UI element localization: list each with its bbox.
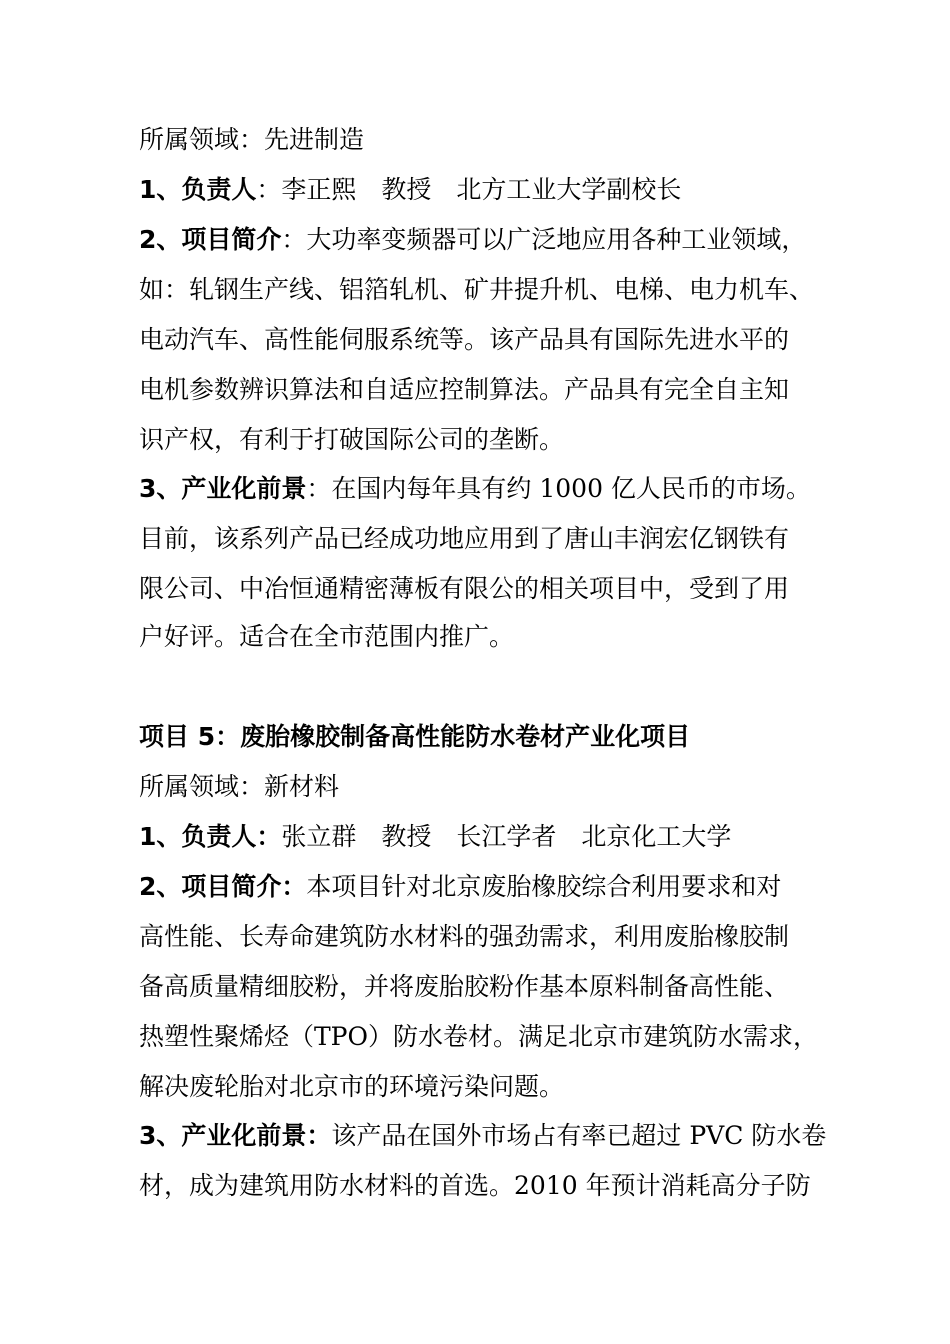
- project4-intro-line-4: 电机参数辨识算法和自适应控制算法。产品具有完全自主知: [139, 375, 790, 404]
- project5-field: 所属领域：新材料: [139, 772, 340, 801]
- project5-leader: [139, 822, 829, 852]
- project5-prospect-line-1: [139, 1121, 829, 1151]
- project4-intro-label: 2、项目简介: [139, 225, 282, 254]
- project4-prospect-line-3: 限公司、中冶恒通精密薄板有限公的相关项目中，受到了用: [139, 574, 790, 603]
- project5-prospect-text: 该产品在国外市场占有率已超过 PVC 防水卷: [331, 1121, 827, 1150]
- project5-intro-text: 本项目针对北京废胎橡胶综合利用要求和对: [306, 872, 782, 901]
- project5-intro-label: 2、项目简介：: [139, 872, 307, 901]
- project4-prospect-line-2: 目前，该系列产品已经成功地应用到了唐山丰润宏亿钢铁有: [139, 524, 790, 553]
- project4-intro-line-5: 识产权，有利于打破国际公司的垄断。: [139, 425, 565, 454]
- project4-prospect-text: ：在国内每年具有约 1000 亿人民币的市场。: [306, 474, 811, 503]
- project4-leader-text: ：李正熙 教授 北方工业大学副校长: [256, 175, 682, 204]
- project4-field: 所属领域：先进制造: [139, 125, 365, 154]
- project5-prospect-line-2: 材，成为建筑用防水材料的首选。2010 年预计消耗高分子防: [139, 1171, 811, 1200]
- project4-intro-text: ：大功率变频器可以广泛地应用各种工业领域，: [281, 225, 807, 254]
- project5-intro-line-2: 高性能、长寿命建筑防水材料的强劲需求，利用废胎橡胶制: [139, 922, 790, 951]
- project5-prospect-label: 3、产业化前景：: [139, 1121, 332, 1150]
- project4-leader: [139, 175, 829, 205]
- project4-prospect-label: 3、产业化前景: [139, 474, 307, 503]
- project4-leader-label: 1、负责人: [139, 175, 257, 204]
- project5-leader-text: 张立群 教授 长江学者 北京化工大学: [281, 822, 732, 851]
- project5-intro-line-1: [139, 872, 829, 902]
- project5-title: 项目 5：废胎橡胶制备高性能防水卷材产业化项目: [139, 722, 691, 751]
- project5-intro-line-5: 解决废轮胎对北京市的环境污染问题。: [139, 1072, 565, 1101]
- project4-intro-line-2: 如：轧钢生产线、铝箔轧机、矿井提升机、电梯、电力机车、: [139, 275, 815, 304]
- project5-intro-line-3: 备高质量精细胶粉，并将废胎胶粉作基本原料制备高性能、: [139, 972, 790, 1001]
- project4-intro-line-1: [139, 225, 829, 255]
- project4-prospect-line-1: [139, 474, 829, 504]
- project5-leader-label: 1、负责人：: [139, 822, 282, 851]
- project4-intro-line-3: 电动汽车、高性能伺服系统等。该产品具有国际先进水平的: [139, 325, 790, 354]
- project4-prospect-line-4: 户好评。适合在全市范围内推广。: [139, 622, 515, 651]
- project5-intro-line-4: 热塑性聚烯烃（TPO）防水卷材。满足北京市建筑防水需求，: [139, 1022, 818, 1051]
